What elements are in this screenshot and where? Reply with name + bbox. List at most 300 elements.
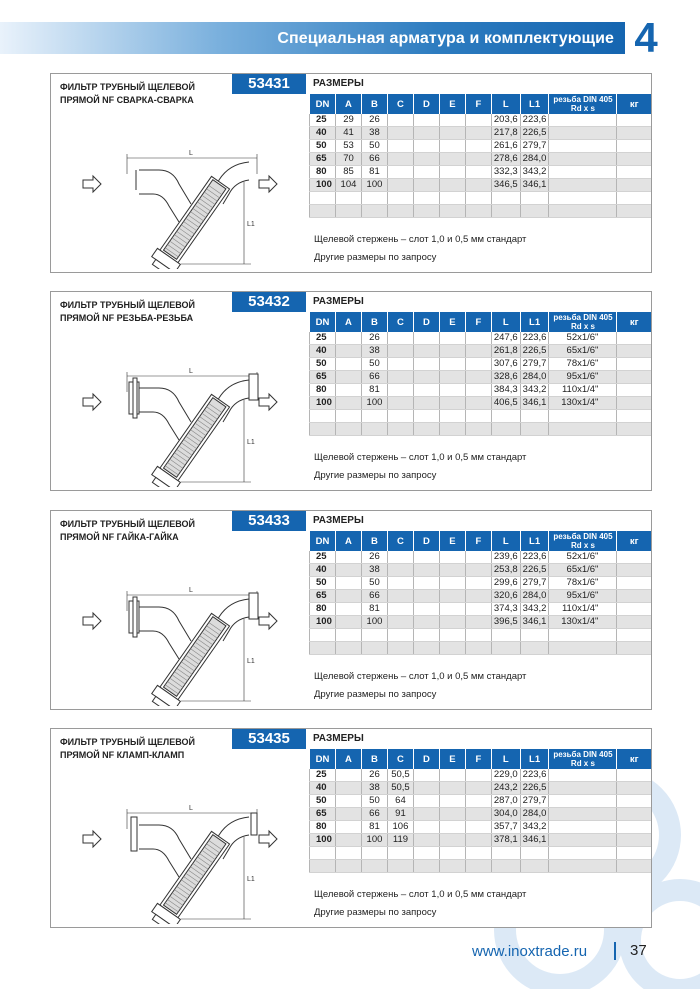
table-cell: 50 (310, 577, 336, 590)
table-cell (413, 410, 439, 423)
table-cell: 40 (310, 782, 336, 795)
col-header: F (465, 94, 491, 114)
table-cell (439, 384, 465, 397)
col-header: L (491, 94, 520, 114)
table-cell (439, 769, 465, 782)
table-row (310, 782, 652, 795)
table-cell (387, 153, 413, 166)
article-number: 53432 (232, 292, 306, 312)
table-cell (361, 860, 387, 873)
table-cell (439, 153, 465, 166)
chapter-number: 4 (634, 14, 658, 61)
table-cell (387, 371, 413, 384)
col-header-kg: кг (617, 531, 651, 551)
table-cell (617, 140, 651, 153)
table-row (310, 410, 652, 423)
table-cell (465, 345, 491, 358)
table-cell (465, 834, 491, 847)
col-header-thread: резьба DIN 405 Rd x s (549, 531, 617, 551)
table-cell (439, 332, 465, 345)
col-header: L1 (520, 312, 549, 332)
table-cell (387, 384, 413, 397)
table-cell (387, 551, 413, 564)
table-cell (491, 847, 520, 860)
product-title: ФИЛЬТР ТРУБНЫЙ ЩЕЛЕВОЙ ПРЯМОЙ NF ГАЙКА-ГАЙКА (60, 519, 195, 542)
sizes-label: РАЗМЕРЫ (313, 78, 364, 89)
col-header: E (439, 749, 465, 769)
table-row (310, 577, 652, 590)
table-cell: 357,7 (491, 821, 520, 834)
table-cell: 239,6 (491, 551, 520, 564)
table-cell (520, 629, 549, 642)
table-cell (549, 769, 617, 782)
table-cell (617, 371, 651, 384)
table-cell: 66 (361, 590, 387, 603)
col-header: A (335, 312, 361, 332)
product-section-53432 (50, 291, 652, 491)
table-cell (549, 423, 617, 436)
table-cell (335, 616, 361, 629)
table-cell: 41 (335, 127, 361, 140)
table-cell: 50,5 (387, 769, 413, 782)
table-cell (387, 423, 413, 436)
table-cell: 25 (310, 332, 336, 345)
dimensions-table (309, 749, 651, 873)
sizes-label: РАЗМЕРЫ (313, 515, 364, 526)
table-cell: 110x1/4" (549, 384, 617, 397)
table-cell: 130x1/4" (549, 616, 617, 629)
table-cell (465, 127, 491, 140)
note-other-sizes: Другие размеры по запросу (314, 689, 437, 700)
table-row (310, 821, 652, 834)
table-cell (491, 642, 520, 655)
table-cell: 38 (361, 345, 387, 358)
table-cell: 378,1 (491, 834, 520, 847)
table-cell (335, 410, 361, 423)
table-cell (491, 205, 520, 218)
table-cell (617, 551, 651, 564)
table-cell (465, 384, 491, 397)
col-header: E (439, 312, 465, 332)
table-cell (335, 860, 361, 873)
table-cell: 343,2 (520, 166, 549, 179)
table-cell (549, 192, 617, 205)
table-cell (387, 127, 413, 140)
table-cell (491, 423, 520, 436)
table-cell (465, 769, 491, 782)
table-cell (387, 577, 413, 590)
sizes-label: РАЗМЕРЫ (313, 296, 364, 307)
filter-diagram (61, 332, 301, 487)
col-header: E (439, 531, 465, 551)
table-cell (439, 410, 465, 423)
table-cell (617, 166, 651, 179)
dim-L1-label: L1 (247, 876, 255, 883)
table-row (310, 564, 652, 577)
table-cell (439, 603, 465, 616)
table-cell: 50,5 (387, 782, 413, 795)
page-header-title: Специальная арматура и комплектующие (277, 30, 614, 47)
table-cell (617, 821, 651, 834)
table-cell (617, 205, 651, 218)
table-cell (335, 847, 361, 860)
table-cell: 95x1/6" (549, 371, 617, 384)
table-cell (465, 114, 491, 127)
table-cell: 100 (310, 616, 336, 629)
table-cell: 279,7 (520, 358, 549, 371)
table-cell (617, 603, 651, 616)
col-header: L (491, 531, 520, 551)
col-header-thread: резьба DIN 405 Rd x s (549, 312, 617, 332)
table-cell: 38 (361, 782, 387, 795)
table-cell (413, 564, 439, 577)
table-cell (413, 397, 439, 410)
table-cell (413, 590, 439, 603)
table-cell (465, 590, 491, 603)
table-cell (310, 847, 336, 860)
table-cell (413, 358, 439, 371)
table-cell (335, 590, 361, 603)
table-cell (310, 642, 336, 655)
table-cell (335, 603, 361, 616)
table-cell (413, 577, 439, 590)
table-cell: 100 (361, 834, 387, 847)
note-other-sizes: Другие размеры по запросу (314, 470, 437, 481)
col-header: E (439, 94, 465, 114)
table-cell: 50 (361, 358, 387, 371)
table-cell (439, 795, 465, 808)
table-cell: 81 (361, 384, 387, 397)
table-cell (465, 564, 491, 577)
table-cell (465, 358, 491, 371)
table-cell: 25 (310, 769, 336, 782)
col-header: D (413, 94, 439, 114)
table-cell (549, 834, 617, 847)
table-cell (335, 345, 361, 358)
note-slot: Щелевой стержень – слот 1,0 и 0,5 мм стандарт (314, 671, 527, 682)
table-cell (520, 860, 549, 873)
table-cell (387, 192, 413, 205)
table-cell (387, 166, 413, 179)
table-cell (335, 795, 361, 808)
col-header: F (465, 312, 491, 332)
table-cell (617, 834, 651, 847)
table-cell (520, 192, 549, 205)
table-cell (465, 795, 491, 808)
table-cell (413, 834, 439, 847)
table-cell (387, 603, 413, 616)
table-cell (439, 114, 465, 127)
table-cell: 226,5 (520, 564, 549, 577)
table-cell: 374,3 (491, 603, 520, 616)
table-cell (310, 192, 336, 205)
table-cell (361, 410, 387, 423)
table-cell (439, 371, 465, 384)
note-slot: Щелевой стержень – слот 1,0 и 0,5 мм стандарт (314, 452, 527, 463)
table-cell: 287,0 (491, 795, 520, 808)
table-row (310, 179, 652, 192)
table-header (310, 749, 652, 769)
table-cell (439, 642, 465, 655)
table-cell: 80 (310, 166, 336, 179)
table-cell (617, 642, 651, 655)
table-cell: 80 (310, 603, 336, 616)
table-cell (439, 629, 465, 642)
table-cell (413, 642, 439, 655)
table-cell (413, 332, 439, 345)
table-cell: 320,6 (491, 590, 520, 603)
table-row (310, 847, 652, 860)
table-cell (335, 384, 361, 397)
table-cell (335, 834, 361, 847)
col-header: L (491, 749, 520, 769)
col-header: D (413, 531, 439, 551)
col-header: B (361, 749, 387, 769)
table-cell: 91 (387, 808, 413, 821)
table-cell (520, 410, 549, 423)
table-cell (617, 860, 651, 873)
col-header: L1 (520, 94, 549, 114)
table-cell: 40 (310, 564, 336, 577)
table-cell (413, 127, 439, 140)
table-cell: 229,0 (491, 769, 520, 782)
table-cell: 38 (361, 127, 387, 140)
col-header: B (361, 531, 387, 551)
table-cell (413, 795, 439, 808)
table-cell: 223,6 (520, 332, 549, 345)
table-cell (439, 616, 465, 629)
table-cell: 217,8 (491, 127, 520, 140)
table-cell (413, 821, 439, 834)
dim-L-label: L (189, 150, 193, 157)
table-row (310, 860, 652, 873)
table-cell: 223,6 (520, 114, 549, 127)
table-cell: 66 (361, 153, 387, 166)
table-cell (335, 371, 361, 384)
note-other-sizes: Другие размеры по запросу (314, 907, 437, 918)
table-row (310, 834, 652, 847)
col-header: A (335, 749, 361, 769)
table-cell (549, 642, 617, 655)
table-cell (387, 179, 413, 192)
table-cell (465, 577, 491, 590)
table-cell (549, 847, 617, 860)
table-cell (549, 140, 617, 153)
sizes-label: РАЗМЕРЫ (313, 733, 364, 744)
table-cell (549, 153, 617, 166)
col-header: C (387, 531, 413, 551)
dim-L1-label: L1 (247, 439, 255, 446)
table-cell: 284,0 (520, 153, 549, 166)
table-cell (413, 140, 439, 153)
table-cell (617, 127, 651, 140)
col-header-kg: кг (617, 749, 651, 769)
table-cell: 278,6 (491, 153, 520, 166)
table-cell (335, 358, 361, 371)
table-cell (549, 179, 617, 192)
article-number: 53433 (232, 511, 306, 531)
table-cell: 100 (310, 834, 336, 847)
table-cell (439, 423, 465, 436)
table-cell: 80 (310, 384, 336, 397)
table-cell (439, 590, 465, 603)
table-cell (413, 153, 439, 166)
table-cell: 40 (310, 345, 336, 358)
table-cell: 284,0 (520, 371, 549, 384)
footer-url[interactable]: www.inoxtrade.ru (472, 943, 588, 960)
footer-divider (614, 942, 616, 960)
table-cell: 226,5 (520, 345, 549, 358)
table-header (310, 312, 652, 332)
table-cell: 95x1/6" (549, 590, 617, 603)
table-cell (310, 860, 336, 873)
table-cell: 26 (361, 332, 387, 345)
table-cell: 65 (310, 808, 336, 821)
table-cell (335, 808, 361, 821)
table-cell: 226,5 (520, 127, 549, 140)
table-row (310, 127, 652, 140)
table-cell: 106 (387, 821, 413, 834)
table-cell: 346,1 (520, 397, 549, 410)
table-cell (413, 205, 439, 218)
table-cell (413, 603, 439, 616)
filter-diagram (61, 769, 301, 924)
table-cell: 261,8 (491, 345, 520, 358)
table-cell (465, 616, 491, 629)
table-cell (335, 397, 361, 410)
table-cell (491, 629, 520, 642)
col-header: B (361, 94, 387, 114)
table-cell (310, 410, 336, 423)
table-cell (549, 821, 617, 834)
table-cell: 38 (361, 564, 387, 577)
table-cell (617, 384, 651, 397)
table-cell (617, 782, 651, 795)
col-header: DN (310, 749, 336, 769)
note-slot: Щелевой стержень – слот 1,0 и 0,5 мм стандарт (314, 889, 527, 900)
table-cell (387, 629, 413, 642)
table-cell: 332,3 (491, 166, 520, 179)
table-cell (361, 205, 387, 218)
table-cell: 25 (310, 551, 336, 564)
col-header: L (491, 312, 520, 332)
table-cell (413, 629, 439, 642)
table-cell (465, 642, 491, 655)
table-cell: 85 (335, 166, 361, 179)
table-cell (465, 860, 491, 873)
table-row (310, 629, 652, 642)
table-cell: 50 (310, 358, 336, 371)
table-cell: 110x1/4" (549, 603, 617, 616)
table-cell (439, 205, 465, 218)
table-cell (617, 192, 651, 205)
table-row (310, 769, 652, 782)
table-row (310, 590, 652, 603)
table-row (310, 166, 652, 179)
col-header: DN (310, 94, 336, 114)
table-cell: 299,6 (491, 577, 520, 590)
table-cell (439, 782, 465, 795)
table-cell: 100 (361, 616, 387, 629)
table-cell (413, 179, 439, 192)
table-cell (361, 192, 387, 205)
table-cell (465, 205, 491, 218)
table-cell (549, 782, 617, 795)
table-cell: 26 (361, 114, 387, 127)
table-cell (387, 564, 413, 577)
table-cell: 284,0 (520, 808, 549, 821)
dimensions-table (309, 94, 651, 218)
dimensions-table (309, 312, 651, 436)
table-cell (413, 808, 439, 821)
table-cell (413, 371, 439, 384)
table-cell (617, 847, 651, 860)
table-cell: 119 (387, 834, 413, 847)
table-cell: 261,6 (491, 140, 520, 153)
table-cell: 406,5 (491, 397, 520, 410)
table-cell (549, 795, 617, 808)
note-other-sizes: Другие размеры по запросу (314, 252, 437, 263)
table-cell: 65x1/6" (549, 564, 617, 577)
col-header: F (465, 531, 491, 551)
table-cell (439, 821, 465, 834)
table-cell: 65 (310, 590, 336, 603)
table-cell (465, 821, 491, 834)
table-cell (549, 410, 617, 423)
table-cell: 40 (310, 127, 336, 140)
table-cell: 50 (361, 795, 387, 808)
table-row (310, 603, 652, 616)
col-header: C (387, 749, 413, 769)
table-cell (335, 332, 361, 345)
table-cell (617, 808, 651, 821)
table-cell (387, 345, 413, 358)
dim-L1-label: L1 (247, 658, 255, 665)
table-cell (439, 551, 465, 564)
table-cell (549, 860, 617, 873)
table-cell: 203,6 (491, 114, 520, 127)
table-cell (465, 153, 491, 166)
table-cell: 65x1/6" (549, 345, 617, 358)
table-cell: 70 (335, 153, 361, 166)
table-cell (549, 166, 617, 179)
table-row (310, 114, 652, 127)
table-cell (439, 834, 465, 847)
col-header: C (387, 94, 413, 114)
col-header: B (361, 312, 387, 332)
table-cell: 29 (335, 114, 361, 127)
table-row (310, 642, 652, 655)
table-cell: 64 (387, 795, 413, 808)
table-cell (387, 860, 413, 873)
dim-L-label: L (189, 805, 193, 812)
table-cell: 100 (361, 179, 387, 192)
table-cell: 26 (361, 769, 387, 782)
col-header-thread: резьба DIN 405 Rd x s (549, 94, 617, 114)
table-cell: 81 (361, 603, 387, 616)
table-cell (617, 358, 651, 371)
table-cell (413, 769, 439, 782)
table-cell: 78x1/6" (549, 577, 617, 590)
table-row (310, 205, 652, 218)
table-cell (310, 205, 336, 218)
table-cell: 284,0 (520, 590, 549, 603)
table-cell (361, 642, 387, 655)
table-cell: 247,6 (491, 332, 520, 345)
table-cell: 66 (361, 808, 387, 821)
note-slot: Щелевой стержень – слот 1,0 и 0,5 мм стандарт (314, 234, 527, 245)
table-row (310, 551, 652, 564)
